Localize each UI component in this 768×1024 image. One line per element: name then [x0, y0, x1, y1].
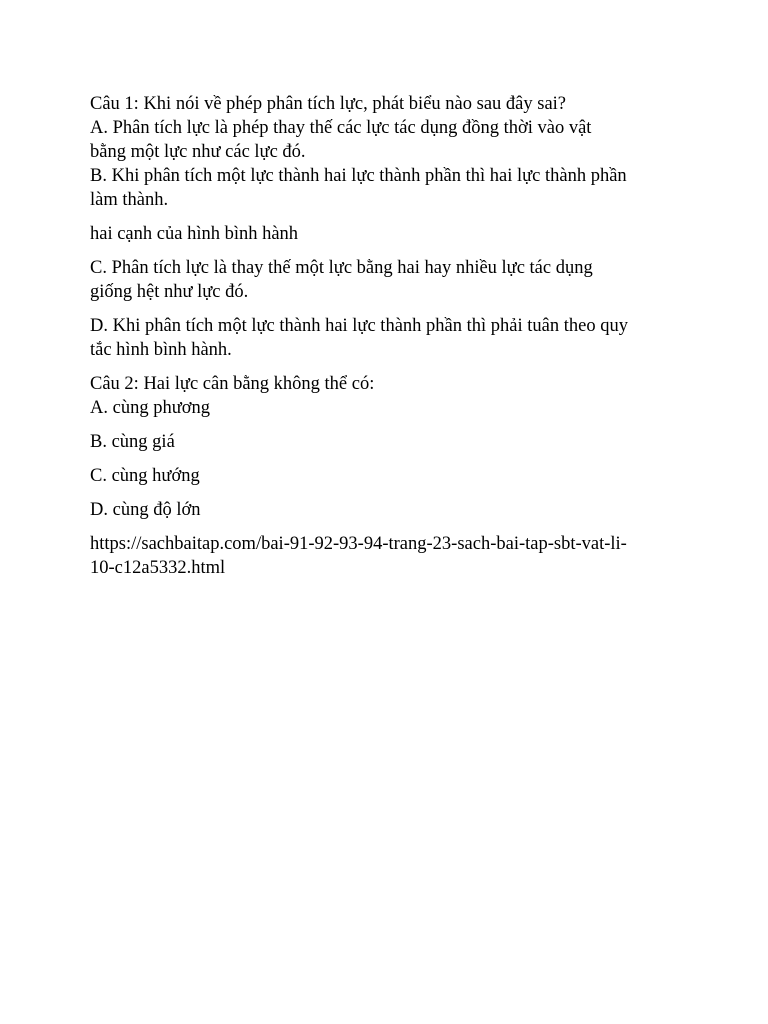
question-2-option-d: D. cùng độ lớn — [90, 500, 201, 520]
question-2-option-c: C. cùng hướng — [90, 466, 200, 486]
question-1-option-c-line-2: giống hệt như lực đó. — [90, 282, 249, 302]
question-1-option-b-line-2: làm thành. — [90, 190, 169, 210]
question-2-block — [90, 372, 690, 420]
source-url — [90, 532, 690, 580]
question-1-option-c — [90, 256, 690, 304]
question-2-option-a: A. cùng phương — [90, 398, 211, 418]
source-url-line-2: 10-c12a5332.html — [90, 558, 226, 578]
question-1-option-d-line-2: tắc hình bình hành. — [90, 340, 232, 360]
source-url-line-1: https://sachbaitap.com/bai-91-92-93-94-trang-23-sach-bai-tap-sbt-vat-li- — [90, 534, 627, 554]
question-1-option-d-line-1: D. Khi phân tích một lực thành hai lực thành phần thì phải tuân theo quy — [90, 316, 628, 336]
question-1-option-c-line-1: C. Phân tích lực là thay thế một lực bằng hai hay nhiều lực tác dụng — [90, 258, 593, 278]
question-1-option-b-continuation: hai cạnh của hình bình hành — [90, 224, 299, 244]
question-1-block — [90, 92, 690, 212]
question-1-option-b-line-1: B. Khi phân tích một lực thành hai lực thành phần thì hai lực thành phần — [90, 166, 627, 186]
question-2-stem: Câu 2: Hai lực cân bằng không thể có: — [90, 374, 375, 394]
question-2-option-b: B. cùng giá — [90, 432, 175, 452]
question-1-option-a-line-2: bằng một lực như các lực đó. — [90, 142, 306, 162]
question-1-stem: Câu 1: Khi nói về phép phân tích lực, phát biểu nào sau đây sai? — [90, 94, 567, 114]
question-1-option-d — [90, 314, 690, 362]
document-page — [90, 92, 690, 590]
question-1-option-a-line-1: A. Phân tích lực là phép thay thế các lực tác dụng đồng thời vào vật — [90, 118, 592, 138]
